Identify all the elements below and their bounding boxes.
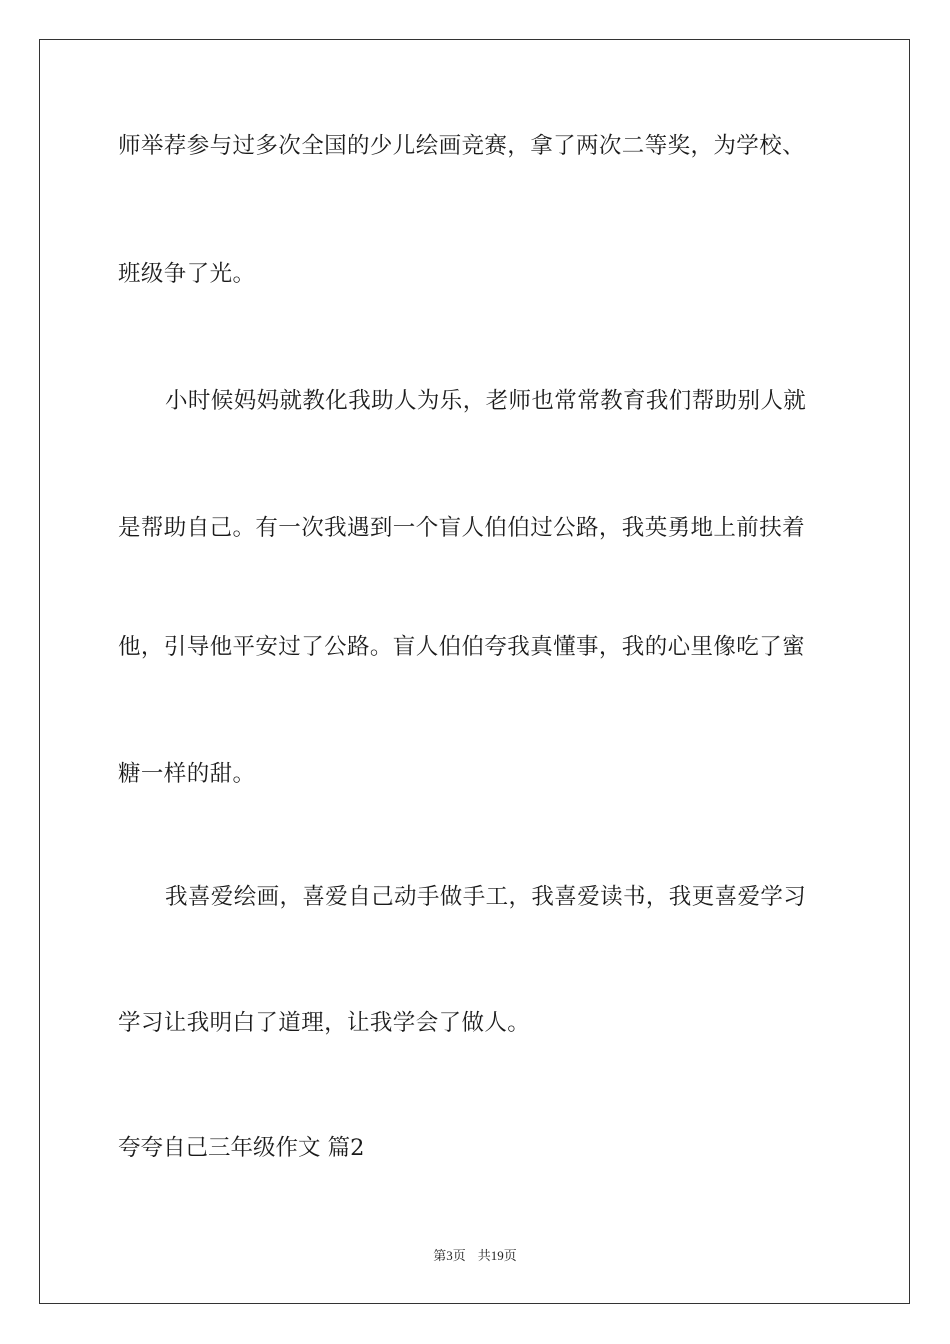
body-text-line: 他，引导他平安过了公路。盲人伯伯夸我真懂事，我的心里像吃了蜜 <box>118 634 806 660</box>
page-footer <box>0 1246 950 1266</box>
body-text-line: 班级争了光。 <box>118 261 256 287</box>
section-heading: 夸夸自己三年级作文 篇2 <box>118 1135 365 1161</box>
body-text-line: 学习让我明白了道理，让我学会了做人。 <box>118 1010 531 1036</box>
page-number: 第3页 <box>433 1248 466 1263</box>
body-text-line: 师举荐参与过多次全国的少儿绘画竞赛，拿了两次二等奖，为学校、 <box>118 133 806 159</box>
body-text-line: 糖一样的甜。 <box>118 761 256 787</box>
page-total: 共19页 <box>477 1248 517 1263</box>
body-text-line: 是帮助自己。有一次我遇到一个盲人伯伯过公路，我英勇地上前扶着 <box>118 515 806 541</box>
page-border <box>39 39 910 1304</box>
paragraph-first-line: 我喜爱绘画，喜爱自己动手做手工，我喜爱读书，我更喜爱学习 <box>165 884 807 910</box>
paragraph-first-line: 小时候妈妈就教化我助人为乐，老师也常常教育我们帮助别人就 <box>165 388 807 414</box>
